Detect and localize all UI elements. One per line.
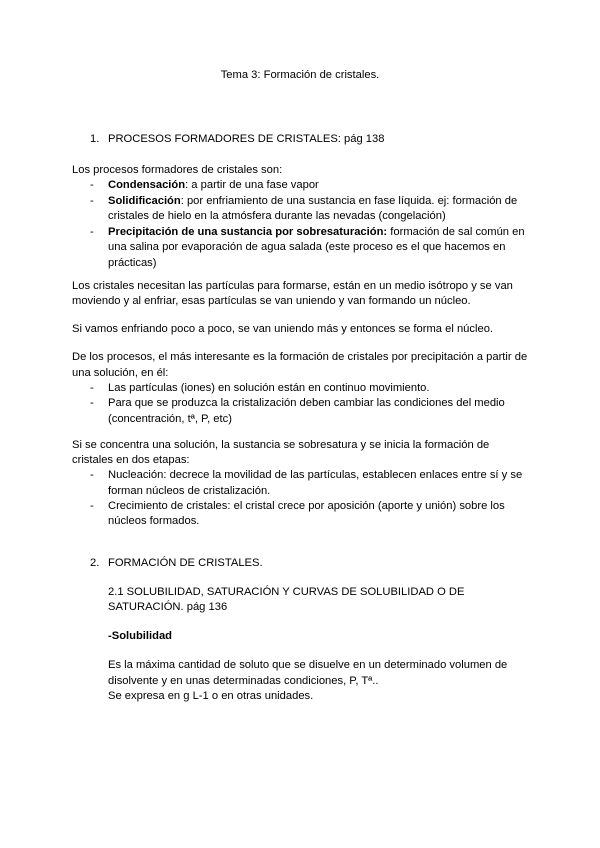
list-bullet: - [90, 397, 94, 409]
list-bullet: - [90, 195, 94, 207]
list-item-desc: formación de sal común en [387, 226, 525, 238]
section-number: 2. [90, 557, 100, 569]
list-item-continuation: prácticas) [108, 257, 157, 269]
list-bullet: - [90, 500, 94, 512]
paragraph-line: Se expresa en g L-1 o en otras unidades. [108, 690, 314, 702]
list-item [108, 225, 525, 241]
intro-paragraph: Los procesos formadores de cristales son: [72, 164, 283, 176]
list-item: Nucleación: decrece la movilidad de las partículas, establecen enlaces entre sí y se [108, 469, 523, 481]
paragraph-line: De los procesos, el más interesante es la formación de cristales por precipitación a partir de [72, 351, 528, 363]
section-number: 1. [90, 133, 100, 145]
list-item-continuation: forman núcleos de cristalización. [108, 485, 271, 497]
paragraph-line: Los cristales necesitan las partículas para formarse, están en un medio isótropo y se van [72, 280, 513, 292]
list-bullet: - [90, 226, 94, 238]
term-heading: -Solubilidad [108, 630, 173, 642]
subsection-heading: SATURACIÓN. pág 136 [108, 601, 228, 613]
list-bullet: - [90, 179, 94, 191]
list-item-continuation: (concentración, tª, P, etc) [108, 413, 232, 425]
list-item [108, 194, 517, 210]
paragraph-line: una solución, en él: [72, 367, 169, 379]
section-heading: PROCESOS FORMADORES DE CRISTALES: pág 138 [108, 133, 385, 145]
list-item-term: Condensación [108, 179, 186, 191]
paragraph-line: cristales en dos etapas: [72, 454, 190, 466]
list-item: Las partículas (iones) en solución están en continuo movimiento. [108, 382, 430, 394]
list-item: Crecimiento de cristales: el cristal crece por aposición (aporte y unión) sobre los [108, 500, 505, 512]
paragraph-line: disolvente y en unas determinadas condiciones, P, Tª.. [108, 675, 379, 687]
list-item-term: Precipitación de una sustancia por sobresaturación: [108, 226, 388, 238]
list-item-term: Solidificación [108, 195, 181, 207]
list-item-desc: : a partir de una fase vapor [185, 179, 319, 191]
page-title: Tema 3: Formación de cristales. [220, 69, 380, 81]
list-item: Para que se produzca la cristalización deben cambiar las condiciones del medio [108, 397, 505, 409]
paragraph-line: moviendo y al enfriar, esas partículas se van uniendo y van formando un núcleo. [72, 295, 471, 307]
paragraph-line: Si vamos enfriando poco a poco, se van uniendo más y entonces se forma el núcleo. [72, 323, 494, 335]
subsection-heading: 2.1 SOLUBILIDAD, SATURACIÓN Y CURVAS DE SOLUBILIDAD O DE [108, 586, 465, 598]
list-item-continuation: una salina por evaporación de agua salada (este proceso es el que hacemos en [108, 241, 506, 253]
list-bullet: - [90, 382, 94, 394]
list-bullet: - [90, 469, 94, 481]
list-item-continuation: cristales de hielo en la atmósfera durante las nevadas (congelación) [108, 210, 446, 222]
list-item [108, 178, 319, 194]
section-heading: FORMACIÓN DE CRISTALES. [108, 557, 263, 569]
paragraph-line: Es la máxima cantidad de soluto que se disuelve en un determinado volumen de [108, 659, 508, 671]
list-item-desc: : por enfriamiento de una sustancia en fase líquida. ej: formación de [180, 195, 518, 207]
list-item-continuation: núcleos formados. [108, 515, 200, 527]
paragraph-line: Si se concentra una solución, la sustancia se sobresatura y se inicia la formación de [72, 439, 490, 451]
